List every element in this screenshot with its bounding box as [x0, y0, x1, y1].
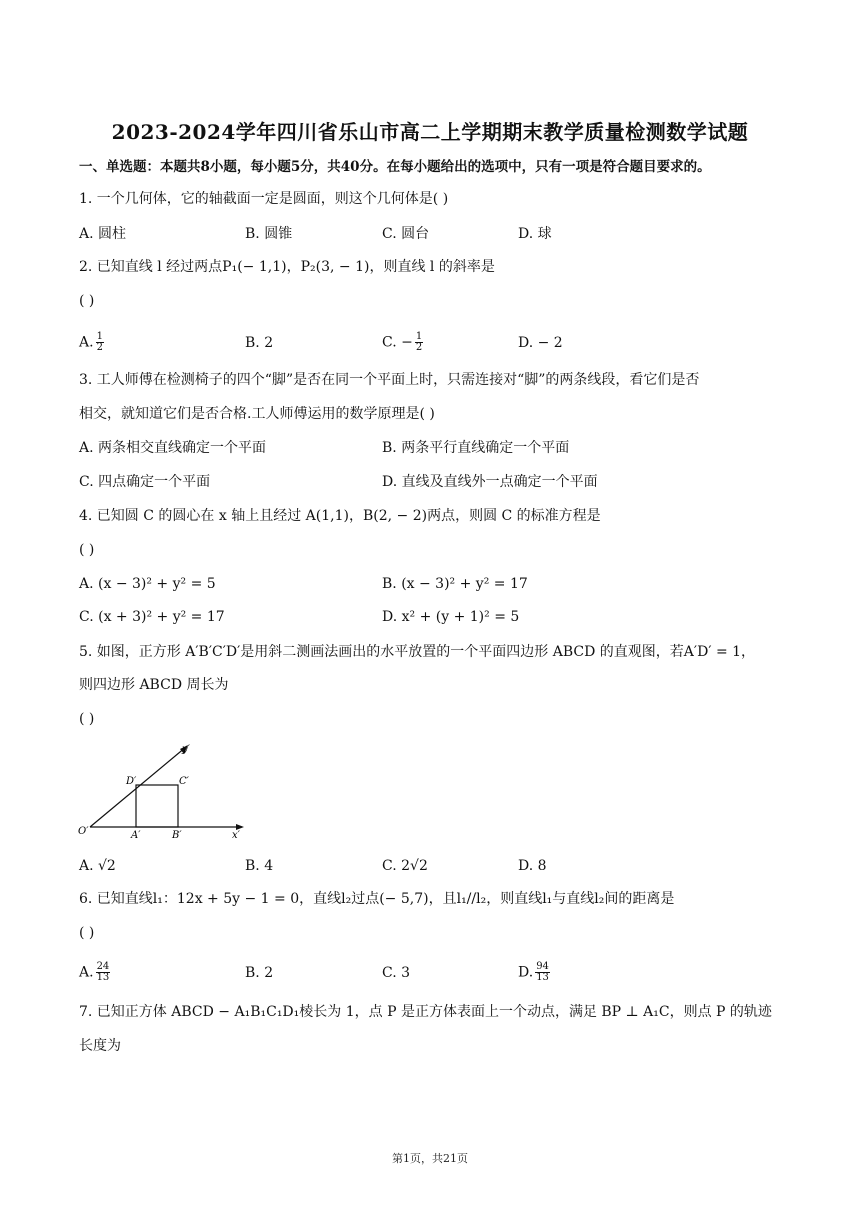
fraction-numerator: 1 — [96, 331, 103, 342]
fraction-numerator: 24 — [96, 961, 110, 972]
option-a-prefix: A. — [79, 964, 94, 981]
question-5-option-a: A. √2 — [79, 858, 116, 874]
question-5-option-b: B. 4 — [245, 858, 274, 874]
x-axis-label: x′ — [232, 830, 240, 841]
question-1-option-a: A. 圆柱 — [79, 226, 127, 242]
point-b-label: B′ — [172, 830, 182, 841]
y-axis — [90, 747, 186, 827]
fraction-denominator: 2 — [96, 342, 103, 353]
fraction — [96, 332, 104, 353]
question-6-option-a — [79, 962, 110, 983]
question-1-option-b: B. 圆锥 — [245, 226, 293, 242]
question-2-stem: 2. 已知直线 l 经过两点P₁(− 1,1)，P₂(3, − 1)，则直线 l 的斜率是 — [79, 259, 495, 275]
point-a-label: A′ — [131, 830, 141, 841]
oblique-projection-figure — [76, 738, 256, 842]
option-a-prefix: A. — [79, 334, 94, 351]
question-6-option-c: C. 3 — [382, 965, 411, 981]
fraction-numerator: 94 — [536, 961, 549, 972]
question-2-paren: ( ) — [79, 293, 95, 309]
fraction — [96, 962, 111, 983]
square-a-b-c-d — [136, 785, 178, 827]
fraction-denominator: 13 — [96, 972, 110, 983]
fraction — [535, 962, 550, 983]
y-axis-label: y′ — [182, 744, 190, 755]
question-3-option-b: B. 两条平行直线确定一个平面 — [382, 440, 570, 456]
point-c-label: C′ — [179, 776, 189, 787]
question-3-stem-line1: 3. 工人师傅在检测椅子的四个“脚”是否在同一个平面上时，只需连接对“脚”的两条线段，看它们是否 — [79, 372, 700, 388]
question-2-option-d: D. − 2 — [518, 335, 563, 351]
question-2-option-c — [382, 332, 423, 353]
question-5-stem-line2: 则四边形 ABCD 周长为 — [79, 677, 229, 693]
question-6-stem: 6. 已知直线l₁：12x + 5y − 1 = 0，直线l₂过点(− 5,7)，且l₁//l₂，则直线l₁与直线l₂间的距离是 — [79, 891, 675, 907]
question-4-option-d: D. x² + (y + 1)² = 5 — [382, 609, 520, 625]
question-5-paren: ( ) — [79, 711, 95, 727]
fraction-denominator: 2 — [415, 342, 423, 353]
fraction-numerator: 1 — [415, 331, 423, 342]
question-4-stem: 4. 已知圆 C 的圆心在 x 轴上且经过 A(1,1)，B(2, − 2)两点，则圆 C 的标准方程是 — [79, 508, 601, 524]
question-5-option-c: C. 2√2 — [382, 858, 428, 874]
question-4-option-a: A. (x − 3)² + y² = 5 — [79, 576, 216, 592]
question-6-option-d — [518, 962, 550, 983]
fraction — [415, 332, 423, 353]
origin-label: O′ — [78, 826, 89, 837]
question-3-option-d: D. 直线及直线外一点确定一个平面 — [382, 474, 598, 490]
question-5-stem-line1: 5. 如图，正方形 A′B′C′D′是用斜二测画法画出的水平放置的一个平面四边形 ABCD 的直观图，若A′D′ = 1， — [79, 644, 756, 660]
question-7-stem-line2: 长度为 — [79, 1038, 121, 1054]
question-2-option-b: B. 2 — [245, 335, 274, 351]
question-1-option-c: C. 圆台 — [382, 226, 430, 242]
page-footer: 第1页，共21页 — [392, 1152, 468, 1165]
page-title: 2023-2024学年四川省乐山市高二上学期期末教学质量检测数学试题 — [111, 120, 749, 144]
option-c-prefix: C. − — [382, 334, 413, 351]
section-header: 一、单选题：本题共8小题，每小题5分，共40分。在每小题给出的选项中，只有一项是符合题目要求的。 — [79, 159, 711, 175]
question-3-stem-line2: 相交，就知道它们是否合格.工人师傅运用的数学原理是( ) — [79, 406, 435, 422]
fraction-denominator: 13 — [536, 972, 549, 983]
question-4-option-c: C. (x + 3)² + y² = 17 — [79, 609, 225, 625]
question-4-paren: ( ) — [79, 542, 95, 558]
question-5-option-d: D. 8 — [518, 858, 547, 874]
question-2-option-a — [79, 332, 104, 353]
question-4-option-b: B. (x − 3)² + y² = 17 — [382, 576, 528, 592]
question-1-option-d: D. 球 — [518, 226, 552, 242]
point-d-label: D′ — [126, 776, 137, 787]
question-6-paren: ( ) — [79, 925, 95, 941]
option-d-prefix: D. — [518, 964, 534, 981]
question-3-option-c: C. 四点确定一个平面 — [79, 474, 211, 490]
question-3-option-a: A. 两条相交直线确定一个平面 — [79, 440, 267, 456]
question-1-stem: 1. 一个几何体，它的轴截面一定是圆面，则这个几何体是( ) — [79, 191, 449, 207]
question-7-stem-line1: 7. 已知正方体 ABCD − A₁B₁C₁D₁棱长为 1，点 P 是正方体表面上一个动点，满足 BP ⊥ A₁C，则点 P 的轨迹 — [79, 1004, 772, 1020]
question-6-option-b: B. 2 — [245, 965, 274, 981]
